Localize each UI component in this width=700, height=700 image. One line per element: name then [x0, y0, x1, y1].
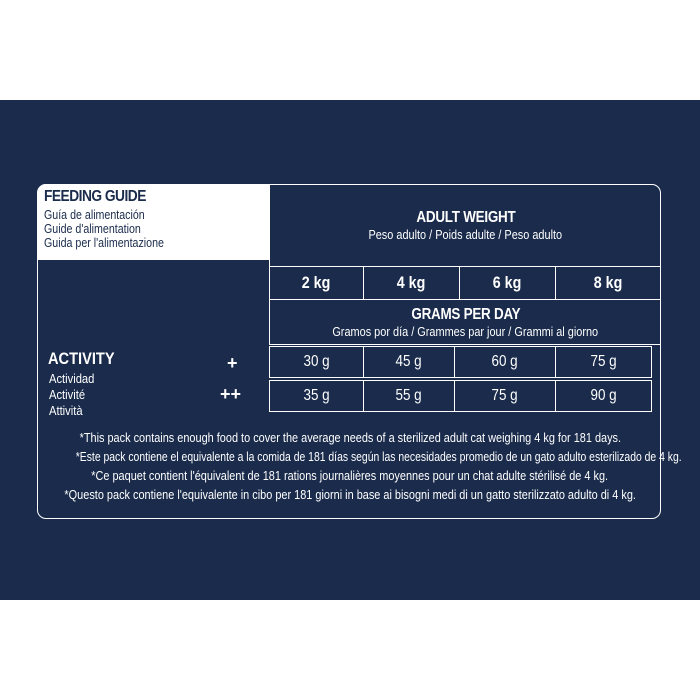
grams-value: 75 g — [590, 353, 617, 370]
adult-weight-sub: Peso adulto / Poids adulte / Peso adulto — [368, 226, 563, 242]
grams-cell — [363, 380, 455, 412]
weight-value: 4 kg — [397, 273, 426, 292]
weight-cell — [363, 266, 460, 300]
adult-weight-label: ADULT WEIGHT — [415, 208, 516, 226]
activity-level-high: ++ — [220, 384, 242, 404]
grams-value: 35 g — [303, 387, 330, 404]
activity-sub-fr: Activité — [49, 387, 86, 402]
grams-value: 60 g — [491, 353, 519, 370]
grams-cell — [363, 346, 455, 378]
weight-cell — [269, 266, 364, 300]
adult-weight-header — [269, 184, 661, 267]
grams-per-day-sub: Gramos por día / Grammes par jour / Grammi al giorno — [332, 323, 599, 339]
grams-value: 90 g — [590, 387, 617, 404]
grams-cell — [269, 380, 364, 412]
footnote-it: *Questo pack contiene l'equivalente in cibo per 181 giorni in base ai bisogni medi di un gatto sterilizzato adulto di 4 kg. — [64, 487, 636, 502]
title-sub-it: Guida per l'alimentazione — [44, 235, 164, 250]
grams-cell — [555, 346, 652, 378]
weight-cell — [459, 266, 556, 300]
weight-value: 2 kg — [302, 273, 331, 292]
title-sub-es: Guía de alimentación — [44, 207, 145, 222]
activity-label: ACTIVITY — [48, 349, 115, 368]
feeding-guide-title: FEEDING GUIDE — [44, 188, 146, 205]
grams-value: 55 g — [395, 387, 423, 404]
activity-sub-es: Actividad — [49, 371, 95, 386]
grams-value: 30 g — [303, 353, 330, 370]
feeding-guide-title-box — [37, 184, 270, 260]
grams-cell — [454, 346, 556, 378]
grams-per-day-label: GRAMS PER DAY — [410, 305, 520, 323]
weight-value: 8 kg — [594, 273, 623, 292]
activity-level-low: + — [227, 353, 238, 373]
grams-cell — [269, 346, 364, 378]
grams-per-day-header — [269, 299, 661, 345]
footnote-en: *This pack contains enough food to cover the average needs of a sterilized adult cat weighing 4 kg for 181 days. — [79, 430, 621, 445]
footnote-fr: *Ce paquet contient l'équivalent de 181 rations journalières moyennes pour un chat adulte stérilisé de 4 kg. — [91, 468, 609, 483]
grams-value: 75 g — [491, 387, 519, 404]
weight-value: 6 kg — [493, 273, 522, 292]
grams-cell — [454, 380, 556, 412]
grams-value: 45 g — [395, 353, 423, 370]
footnote-es: *Este pack contiene el equivalente a la comida de 181 días según las necesidades promedio de un gato adulto esterilizado de 4 kg. — [75, 449, 682, 464]
weight-cell — [555, 266, 661, 300]
activity-sub-it: Attività — [49, 403, 83, 418]
grams-cell — [555, 380, 652, 412]
title-sub-fr: Guide d'alimentation — [44, 221, 141, 236]
